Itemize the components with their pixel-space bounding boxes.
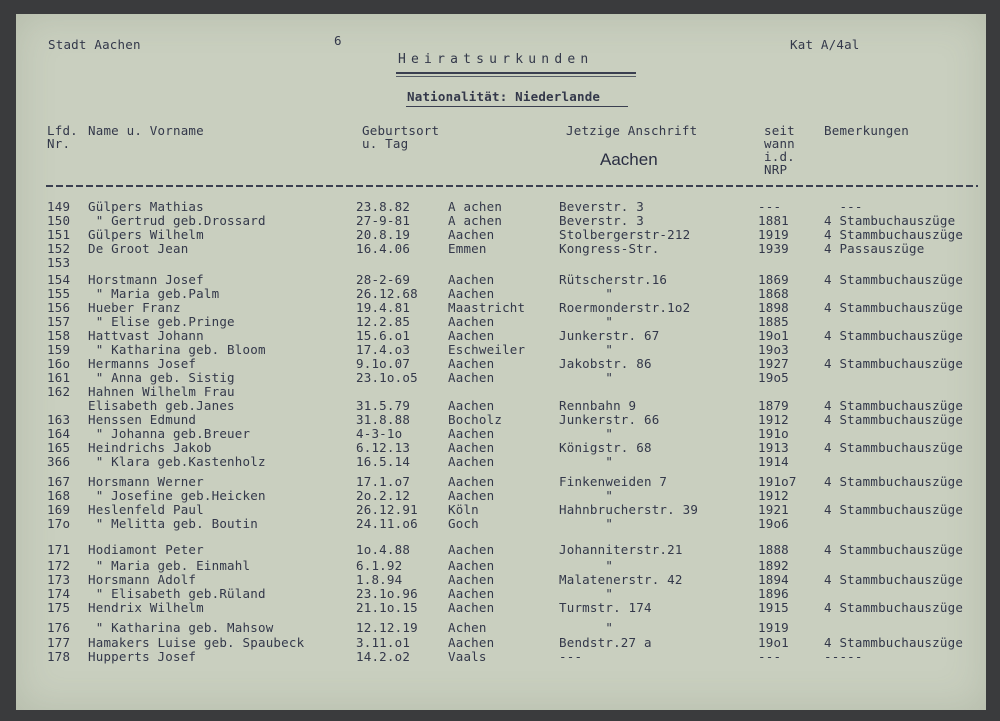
row-since: 1879	[758, 398, 789, 413]
row-birth-place: Aachen	[448, 474, 495, 489]
row-number: 167	[47, 474, 71, 489]
row-remarks: 4 Stammbuchauszüge	[824, 300, 964, 315]
row-address: "	[559, 286, 614, 301]
table-row	[16, 455, 986, 469]
row-since: 1888	[758, 542, 789, 557]
row-birth-place: Aachen	[448, 227, 495, 242]
title-underline-2	[396, 76, 636, 77]
table-row	[16, 413, 986, 427]
row-address: "	[559, 620, 614, 635]
column-header-address: Jetzige Anschrift	[566, 123, 698, 138]
row-birth-place: Vaals	[448, 649, 487, 664]
city-label: Stadt Aachen	[48, 37, 141, 52]
row-birth-date: 17.1.o7	[356, 474, 411, 489]
row-address: Beverstr. 3	[559, 213, 644, 228]
row-address: Turmstr. 174	[559, 600, 652, 615]
table-row	[16, 650, 986, 664]
row-since: 1868	[758, 286, 789, 301]
row-birth-date: 1.8.94	[356, 572, 403, 587]
row-birth-date: 6.12.13	[356, 440, 411, 455]
row-remarks: 4 Stammbuchauszüge	[824, 272, 964, 287]
row-since: 1912	[758, 412, 789, 427]
table-row	[16, 301, 986, 315]
table-row	[16, 371, 986, 385]
row-address: Kongress-Str.	[559, 241, 660, 256]
row-number: 16o	[47, 356, 71, 371]
table-row	[16, 357, 986, 371]
row-number: 177	[47, 635, 71, 650]
row-address: "	[559, 558, 614, 573]
row-name: " Elisabeth geb.Rüland	[88, 586, 266, 601]
row-name: Hamakers Luise geb. Spaubeck	[88, 635, 305, 650]
row-birth-date: 21.1o.15	[356, 600, 418, 615]
row-name: Hahnen Wilhelm Frau	[88, 384, 235, 399]
row-name: " Maria geb. Einmahl	[88, 558, 251, 573]
row-number: 164	[47, 426, 71, 441]
row-since: 1896	[758, 586, 789, 601]
row-birth-place: Aachen	[448, 426, 495, 441]
row-remarks: 4 Stammbuchauszüge	[824, 440, 964, 455]
row-since: 191o7	[758, 474, 797, 489]
row-name: " Maria geb.Palm	[88, 286, 220, 301]
row-address: Johanniterstr.21	[559, 542, 683, 557]
row-name: " Anna geb. Sistig	[88, 370, 235, 385]
row-birth-date: 23.1o.o5	[356, 370, 418, 385]
row-birth-place: Aachen	[448, 558, 495, 573]
row-since: 1921	[758, 502, 789, 517]
row-address: "	[559, 370, 614, 385]
row-birth-place: Aachen	[448, 586, 495, 601]
row-birth-date: 3.11.o1	[356, 635, 411, 650]
row-number: 176	[47, 620, 71, 635]
row-remarks: 4 Stammbuchauszüge	[824, 412, 964, 427]
row-address: "	[559, 342, 614, 357]
row-number: 165	[47, 440, 71, 455]
row-name: Hodiamont Peter	[88, 542, 204, 557]
row-birth-date: 12.2.85	[356, 314, 411, 329]
document-title: Heiratsurkunden	[398, 52, 594, 67]
row-since: 1881	[758, 213, 789, 228]
row-address: Malatenerstr. 42	[559, 572, 683, 587]
row-number: 149	[47, 199, 71, 214]
row-number: 174	[47, 586, 71, 601]
row-birth-place: Achen	[448, 620, 487, 635]
row-address: Jakobstr. 86	[559, 356, 652, 371]
row-birth-place: Aachen	[448, 572, 495, 587]
row-birth-place: Aachen	[448, 454, 495, 469]
row-birth-place: Bocholz	[448, 412, 503, 427]
row-name: " Elise geb.Pringe	[88, 314, 235, 329]
row-since: 1919	[758, 620, 789, 635]
row-remarks: 4 Stambuchauszüge	[824, 213, 956, 228]
nationality-heading: Nationalität: Niederlande	[407, 89, 601, 104]
row-name: " Katharina geb. Bloom	[88, 342, 266, 357]
row-birth-place: Aachen	[448, 286, 495, 301]
row-since: 1939	[758, 241, 789, 256]
row-since: 1869	[758, 272, 789, 287]
row-remarks: 4 Stammbuchauszüge	[824, 227, 964, 242]
row-remarks: 4 Stammbuchauszüge	[824, 502, 964, 517]
row-since: 1885	[758, 314, 789, 329]
row-birth-date: 16.4.06	[356, 241, 411, 256]
row-number: 158	[47, 328, 71, 343]
table-row	[16, 543, 986, 557]
row-name: Hermanns Josef	[88, 356, 197, 371]
row-name: Gülpers Mathias	[88, 199, 204, 214]
row-number: 169	[47, 502, 71, 517]
row-remarks: 4 Stammbuchauszüge	[824, 635, 964, 650]
row-birth-place: A achen	[448, 213, 503, 228]
row-name: Elisabeth geb.Janes	[88, 398, 235, 413]
row-number: 153	[47, 255, 71, 270]
table-row	[16, 427, 986, 441]
row-name: Horsmann Adolf	[88, 572, 197, 587]
row-address: "	[559, 488, 614, 503]
row-number: 172	[47, 558, 71, 573]
row-birth-date: 20.8.19	[356, 227, 411, 242]
row-name: Hattvast Johann	[88, 328, 204, 343]
row-address: Rütscherstr.16	[559, 272, 668, 287]
table-row	[16, 441, 986, 455]
row-since: 191o	[758, 426, 789, 441]
row-birth-date: 28-2-69	[356, 272, 411, 287]
row-number: 155	[47, 286, 71, 301]
table-row	[16, 343, 986, 357]
row-address: Roermonderstr.1o2	[559, 300, 691, 315]
row-birth-date: 14.2.o2	[356, 649, 411, 664]
row-name: Hueber Franz	[88, 300, 181, 315]
row-address: Stolbergerstr-212	[559, 227, 691, 242]
row-birth-place: Aachen	[448, 370, 495, 385]
row-number: 178	[47, 649, 71, 664]
catalog-number: Kat A/4al	[790, 37, 860, 52]
row-since: ---	[758, 199, 782, 214]
row-birth-date: 26.12.91	[356, 502, 418, 517]
row-remarks: -----	[824, 649, 863, 664]
row-since: 1915	[758, 600, 789, 615]
row-address: "	[559, 586, 614, 601]
row-remarks: 4 Passauszüge	[824, 241, 925, 256]
row-address: Finkenweiden 7	[559, 474, 668, 489]
row-since: 1892	[758, 558, 789, 573]
row-birth-place: Aachen	[448, 440, 495, 455]
row-birth-place: Aachen	[448, 328, 495, 343]
title-underline	[396, 72, 636, 74]
table-row	[16, 559, 986, 573]
row-birth-date: 1o.4.88	[356, 542, 411, 557]
column-header-since: seit wann i.d. NRP	[764, 123, 795, 177]
table-row	[16, 489, 986, 503]
row-name: De Groot Jean	[88, 241, 189, 256]
row-remarks: ---	[824, 199, 863, 214]
table-row	[16, 475, 986, 489]
row-address: "	[559, 454, 614, 469]
row-address: Bendstr.27 a	[559, 635, 652, 650]
row-since: 19o1	[758, 635, 789, 650]
row-name: Gülpers Wilhelm	[88, 227, 204, 242]
row-birth-date: 23.1o.96	[356, 586, 418, 601]
column-header-remarks: Bemerkungen	[824, 123, 909, 138]
table-row	[16, 315, 986, 329]
row-birth-date: 27-9-81	[356, 213, 411, 228]
row-birth-date: 15.6.o1	[356, 328, 411, 343]
row-birth-date: 2o.2.12	[356, 488, 411, 503]
archive-card	[16, 14, 986, 710]
row-since: 1913	[758, 440, 789, 455]
row-birth-date: 23.8.82	[356, 199, 411, 214]
row-name: " Gertrud geb.Drossard	[88, 213, 266, 228]
row-since: ---	[758, 649, 782, 664]
row-birth-place: Aachen	[448, 356, 495, 371]
header-divider	[46, 185, 978, 187]
row-birth-place: Aachen	[448, 314, 495, 329]
row-birth-place: Emmen	[448, 241, 487, 256]
row-number: 17o	[47, 516, 71, 531]
row-address: Junkerstr. 67	[559, 328, 660, 343]
row-address: Junkerstr. 66	[559, 412, 660, 427]
row-since: 1912	[758, 488, 789, 503]
row-address: Königstr. 68	[559, 440, 652, 455]
table-row	[16, 517, 986, 531]
row-birth-place: A achen	[448, 199, 503, 214]
table-row	[16, 329, 986, 343]
row-name: Heindrichs Jakob	[88, 440, 212, 455]
table-row	[16, 256, 986, 270]
row-birth-place: Aachen	[448, 600, 495, 615]
row-name: " Johanna geb.Breuer	[88, 426, 251, 441]
row-birth-place: Goch	[448, 516, 479, 531]
row-since: 19o3	[758, 342, 789, 357]
row-number: 366	[47, 454, 71, 469]
table-row	[16, 200, 986, 214]
row-since: 1919	[758, 227, 789, 242]
row-birth-place: Aachen	[448, 488, 495, 503]
row-number: 151	[47, 227, 71, 242]
row-name: Henssen Edmund	[88, 412, 197, 427]
row-number: 163	[47, 412, 71, 427]
row-number: 168	[47, 488, 71, 503]
row-birth-date: 9.1o.07	[356, 356, 411, 371]
row-birth-date: 26.12.68	[356, 286, 418, 301]
row-since: 19o1	[758, 328, 789, 343]
row-since: 1927	[758, 356, 789, 371]
table-row	[16, 503, 986, 517]
row-address: "	[559, 516, 614, 531]
row-birth-date: 16.5.14	[356, 454, 411, 469]
row-name: Horsmann Werner	[88, 474, 204, 489]
row-number: 162	[47, 384, 71, 399]
table-row	[16, 399, 986, 413]
row-address: Beverstr. 3	[559, 199, 644, 214]
row-birth-date: 24.11.o6	[356, 516, 418, 531]
table-row	[16, 287, 986, 301]
row-birth-place: Aachen	[448, 542, 495, 557]
row-address: "	[559, 426, 614, 441]
row-number: 159	[47, 342, 71, 357]
row-birth-place: Aachen	[448, 635, 495, 650]
row-number: 150	[47, 213, 71, 228]
row-since: 19o6	[758, 516, 789, 531]
row-birth-place: Maastricht	[448, 300, 526, 315]
row-number: 152	[47, 241, 71, 256]
row-remarks: 4 Stammbuchauszüge	[824, 474, 964, 489]
page-mark: 6	[334, 33, 342, 48]
row-name: " Melitta geb. Boutin	[88, 516, 258, 531]
row-number: 171	[47, 542, 71, 557]
row-since: 1898	[758, 300, 789, 315]
table-row	[16, 214, 986, 228]
nationality-underline	[406, 106, 628, 107]
row-remarks: 4 Stammbuchauszüge	[824, 398, 964, 413]
table-row	[16, 621, 986, 635]
column-header-birth: Geburtsort u. Tag	[362, 123, 440, 151]
row-name: Horstmann Josef	[88, 272, 204, 287]
row-remarks: 4 Stammbuchauszüge	[824, 542, 964, 557]
table-row	[16, 242, 986, 256]
row-remarks: 4 Stammbuchauszüge	[824, 328, 964, 343]
row-number: 173	[47, 572, 71, 587]
column-header-name: Name u. Vorname	[88, 123, 204, 138]
row-number: 156	[47, 300, 71, 315]
row-birth-date: 31.5.79	[356, 398, 411, 413]
row-birth-date: 17.4.o3	[356, 342, 411, 357]
row-address: Rennbahn 9	[559, 398, 637, 413]
row-remarks: 4 Stammbuchauszüge	[824, 600, 964, 615]
row-address: ---	[559, 649, 583, 664]
row-remarks: 4 Stammbuchauszüge	[824, 572, 964, 587]
row-name: " Katharina geb. Mahsow	[88, 620, 274, 635]
table-row	[16, 273, 986, 287]
row-birth-place: Aachen	[448, 398, 495, 413]
row-since: 19o5	[758, 370, 789, 385]
row-name: " Klara geb.Kastenholz	[88, 454, 266, 469]
row-birth-place: Eschweiler	[448, 342, 526, 357]
row-birth-date: 19.4.81	[356, 300, 411, 315]
table-row	[16, 601, 986, 615]
row-birth-place: Köln	[448, 502, 479, 517]
row-name: " Josefine geb.Heicken	[88, 488, 266, 503]
row-number: 154	[47, 272, 71, 287]
table-row	[16, 587, 986, 601]
row-address: Hahnbrucherstr. 39	[559, 502, 699, 517]
row-address: "	[559, 314, 614, 329]
row-number: 157	[47, 314, 71, 329]
row-name: Hendrix Wilhelm	[88, 600, 204, 615]
table-row	[16, 385, 986, 399]
row-number: 175	[47, 600, 71, 615]
table-row	[16, 228, 986, 242]
column-header-nr: Lfd. Nr.	[47, 123, 78, 151]
row-birth-date: 6.1.92	[356, 558, 403, 573]
row-birth-date: 31.8.88	[356, 412, 411, 427]
table-row	[16, 636, 986, 650]
row-name: Heslenfeld Paul	[88, 502, 204, 517]
row-remarks: 4 Stammbuchauszüge	[824, 356, 964, 371]
row-since: 1914	[758, 454, 789, 469]
row-number: 161	[47, 370, 71, 385]
row-since: 1894	[758, 572, 789, 587]
city-stamp: Aachen	[600, 150, 658, 169]
row-birth-place: Aachen	[448, 272, 495, 287]
row-birth-date: 4-3-1o	[356, 426, 403, 441]
row-name: Hupperts Josef	[88, 649, 197, 664]
table-row	[16, 573, 986, 587]
row-birth-date: 12.12.19	[356, 620, 418, 635]
